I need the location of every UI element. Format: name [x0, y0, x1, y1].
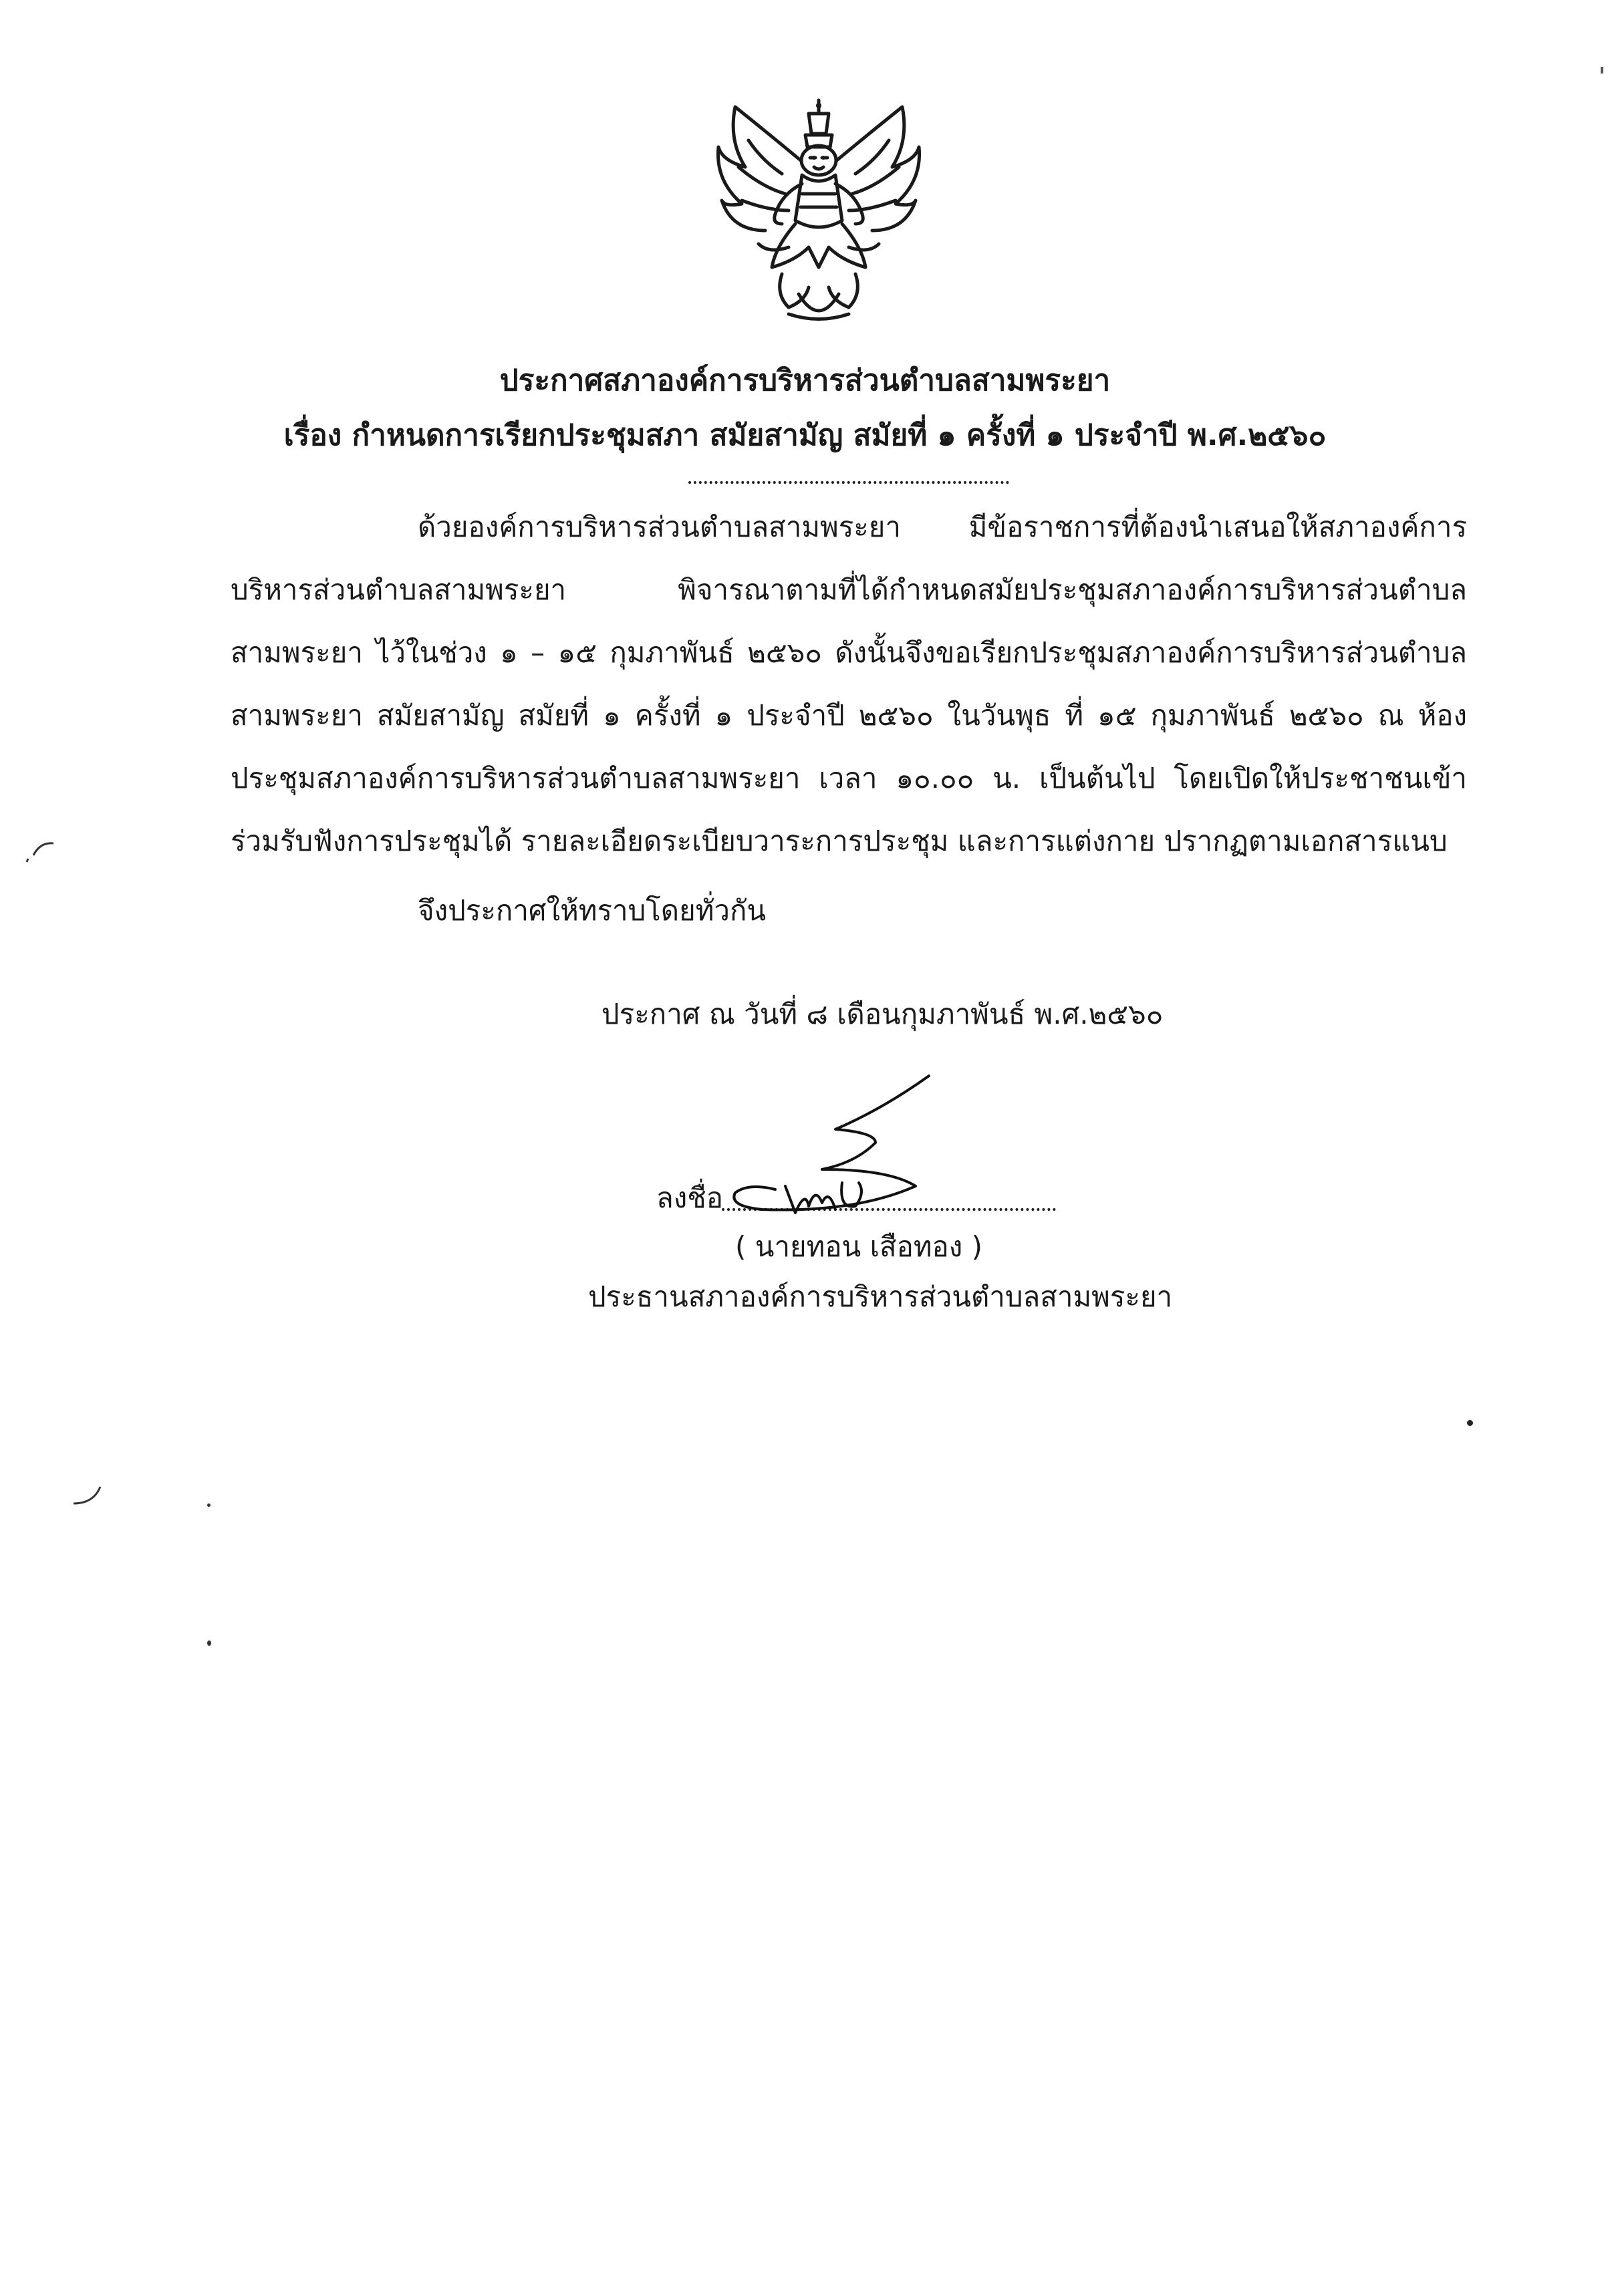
signer-position: ประธานสภาองค์การบริหารส่วนตำบลสามพระยา [588, 1280, 1173, 1313]
announcement-paragraph: ด้วยองค์การบริหารส่วนตำบลสามพระยา มีข้อราชการที่ต้องนำเสนอให้สภาองค์การบริหารส่วนตำบลสามพระยา พิจารณาตามที่ได้กำหนดสมัยประชุมสภาองค์การบริหารส่วนตำบลสามพระยา ไว้ในช่วง ๑ – ๑๕ กุมภาพันธ์ ๒๕๖๐ ดังนั้นจึงขอเรียกประชุมสภาองค์การบริหารส่วนตำบลสามพระยา สมัยสามัญ สมัยที่ ๑ ครั้งที่ ๑ ประจำปี ๒๕๖๐ ในวันพุธ ที่ ๑๕ กุมภาพันธ์ ๒๕๖๐ ณ ห้องประชุมสภาองค์การบริหารส่วนตำบลสามพระยา เวลา ๑๐.๐๐ น. เป็นต้นไป โดยเปิดให้ประชาชนเข้าร่วมรับฟังการประชุมได้ รายละเอียดระเบียบวาระการประชุม และการแต่งกาย ปรากฏตามเอกสารแนบ [231, 511, 1467, 857]
title-separator [688, 481, 1009, 484]
announcement-date: ประกาศ ณ วันที่ ๘ เดือนกุมภาพันธ์ พ.ศ.๒๕๖๐ [601, 998, 1164, 1030]
announcement-closing: จึงประกาศให้ทราบโดยทั่วกัน [418, 894, 767, 927]
scan-dot [207, 1503, 211, 1507]
scan-dot [207, 1640, 211, 1646]
document-title: ประกาศสภาองค์การบริหารส่วนตำบลสามพระยา [499, 364, 1111, 398]
signer-name: ( นายทอน เสือทอง ) [735, 1230, 982, 1263]
garuda-emblem-icon [708, 94, 929, 334]
document-subject: เรื่อง กำหนดการเรียกประชุมสภา สมัยสามัญ สมัยที่ ๑ ครั้งที่ ๑ ประจำปี พ.ศ.๒๕๖๐ [283, 418, 1327, 452]
signature-label: ลงชื่อ [656, 1181, 723, 1214]
handwritten-signature-icon [722, 1069, 949, 1223]
scan-dot [1467, 1420, 1473, 1426]
scan-mark [60, 1470, 114, 1510]
scan-dot [1601, 67, 1603, 74]
scan-mark [20, 829, 87, 869]
